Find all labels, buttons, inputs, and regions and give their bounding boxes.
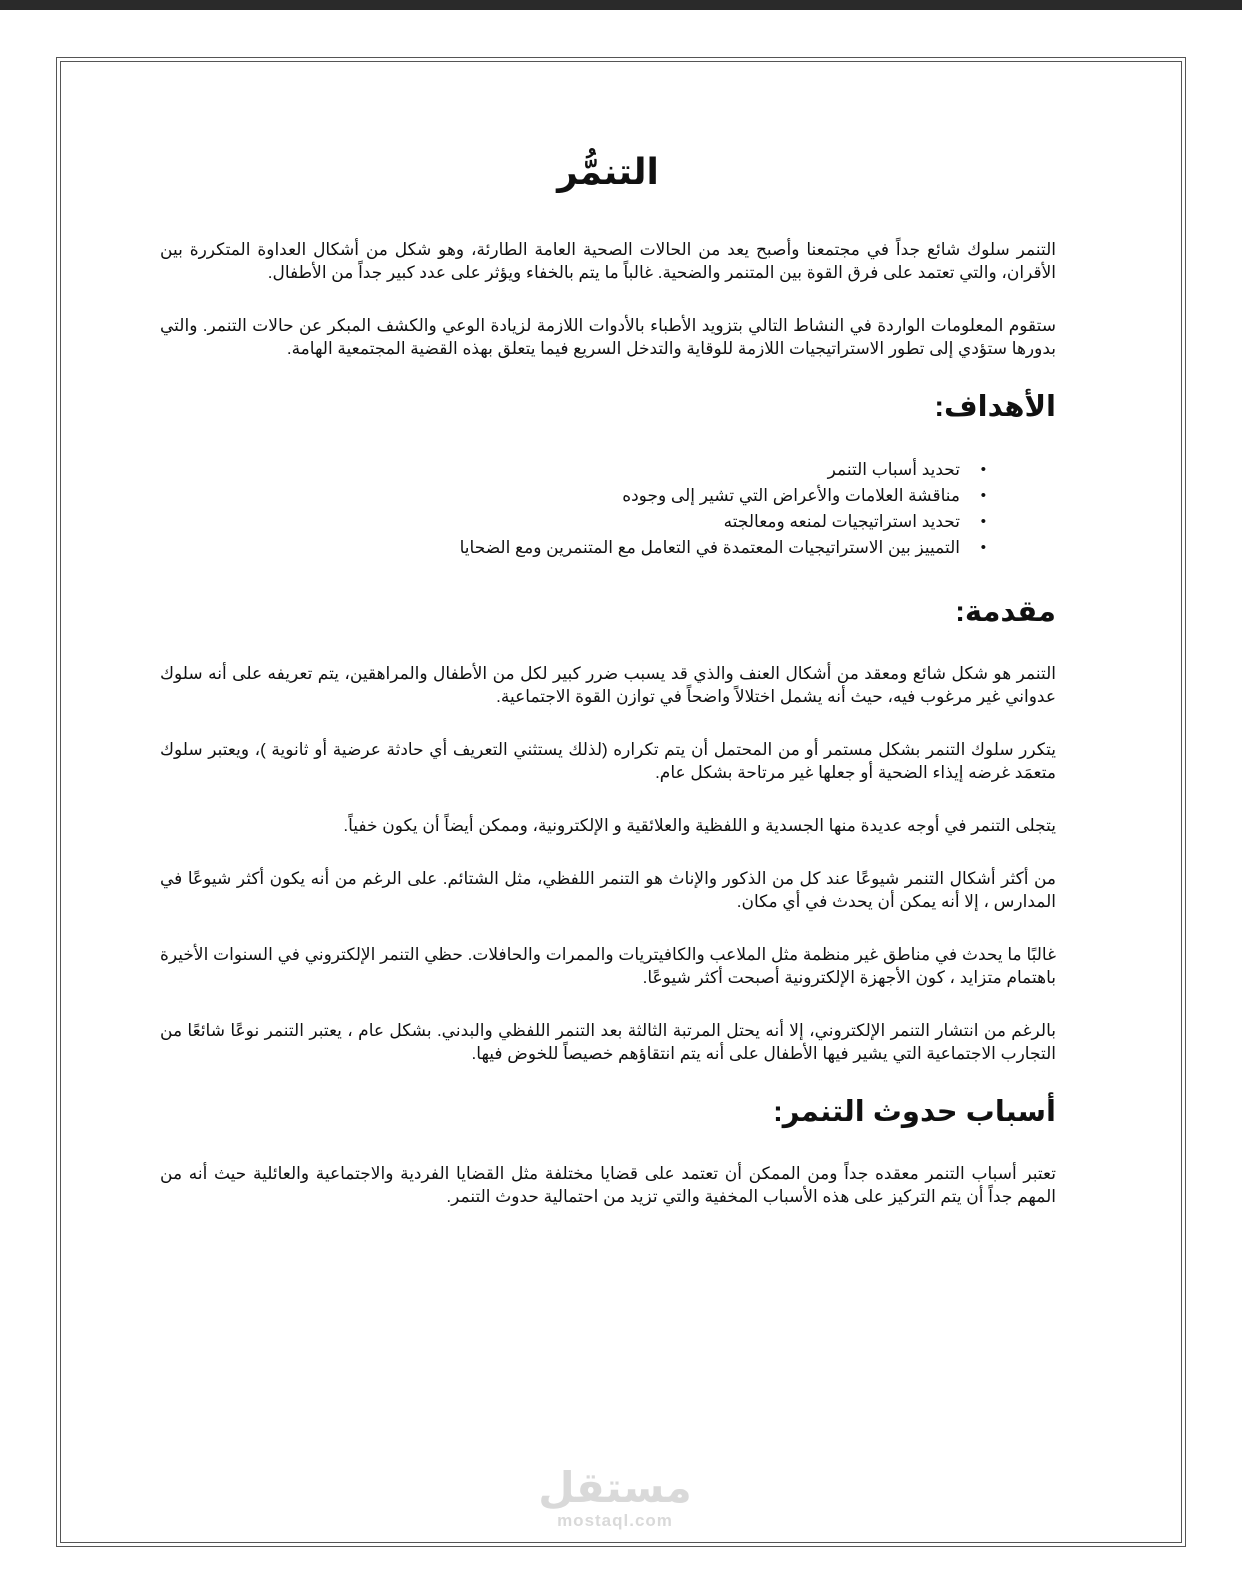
goal-item xyxy=(160,509,986,535)
watermark-arabic: مستقل xyxy=(538,1464,692,1511)
goals-heading: الأهداف: xyxy=(934,391,1056,424)
intro-paragraph-2: ستقوم المعلومات الواردة في النشاط التالي بتزويد الأطباء بالأدوات اللازمة لزيادة الوعي والكشف المبكر عن حالات التنمر. والتي بدورها ستؤدي إلى تطور الاستراتيجيات اللازمة للوقاية والتدخل السريع فيما يتعلق بهذه القضية المجتمعية الهامة. xyxy=(160,316,1056,359)
goal-text: تحديد استراتيجيات لمنعه ومعالجته xyxy=(723,511,960,531)
document-title: التنمُّر xyxy=(557,151,659,192)
goal-text: التمييز بين الاستراتيجيات المعتمدة في التعامل مع المتنمرين ومع الضحايا xyxy=(459,537,960,557)
bullet-icon: • xyxy=(980,512,986,530)
introduction-paragraph-3: يتجلى التنمر في أوجه عديدة منها الجسدية و اللفظية والعلائقية و الإلكترونية، وممكن أيضاً أن يكون خفياً. xyxy=(343,815,1056,835)
causes-heading: أسباب حدوث التنمر: xyxy=(773,1095,1056,1128)
introduction-paragraph-2: يتكرر سلوك التنمر بشكل مستمر أو من المحتمل أن يتم تكراره (لذلك يستثني التعريف أي حادثة عرضية أو ثانوية )، ويعتبر سلوك متعمَد غرضه إيذاء الضحية أو جعلها غير مرتاحة بشكل عام. xyxy=(160,739,1056,782)
introduction-paragraph-5: غالبًا ما يحدث في مناطق غير منظمة مثل الملاعب والكافيتريات والممرات والحافلات. حظي التنمر الإلكتروني في السنوات الأخيرة باهتمام متزايد ، كون الأجهزة الإلكترونية أصبحت أكثر شيوعًا. xyxy=(160,944,1056,987)
watermark-latin: mostaql.com xyxy=(557,1511,673,1530)
introduction-paragraph-1: التنمر هو شكل شائع ومعقد من أشكال العنف والذي قد يسبب ضرر كبير لكل من الأطفال والمراهقين، يتم تعريفه على أنه سلوك عدواني غير مرغوب فيه، حيث أنه يشمل اختلالاً واضحاً في توازن القوة الاجتماعية. xyxy=(160,663,1056,706)
goal-text: تحديد أسباب التنمر xyxy=(827,459,960,479)
causes-paragraph: تعتبر أسباب التنمر معقده جداً ومن الممكن أن تعتمد على قضايا مختلفة مثل القضايا الفردية والاجتماعية والعائلية حيث أنه من المهم جداً أن يتم التركيز على هذه الأسباب المخفية والتي تزيد من احتمالية حدوث التنمر. xyxy=(160,1163,1056,1206)
goal-text: مناقشة العلامات والأعراض التي تشير إلى وجوده xyxy=(622,485,960,505)
window-top-bar xyxy=(0,0,1242,10)
bullet-icon: • xyxy=(980,538,986,556)
goal-item xyxy=(160,457,986,483)
goal-item xyxy=(160,535,986,561)
document-content xyxy=(160,150,1056,1238)
goal-item xyxy=(160,483,986,509)
bullet-icon: • xyxy=(980,486,986,504)
bullet-icon: • xyxy=(980,460,986,478)
introduction-heading: مقدمة: xyxy=(955,595,1056,628)
goals-list xyxy=(160,457,1056,561)
introduction-paragraph-4: من أكثر أشكال التنمر شيوعًا عند كل من الذكور والإناث هو التنمر اللفظي، مثل الشتائم. على الرغم من أنه يكون أكثر شيوعًا في المدارس ، إلا أنه يمكن أن يحدث في أي مكان. xyxy=(160,868,1056,911)
watermark-logo xyxy=(530,1465,700,1531)
introduction-paragraph-6: بالرغم من انتشار التنمر الإلكتروني، إلا أنه يحتل المرتبة الثالثة بعد التنمر اللفظي والبدني. بشكل عام ، يعتبر التنمر نوعًا شائعًا من التجارب الاجتماعية التي يشير فيها الأطفال على أنه يتم انتقاؤهم خصيصاً للخوض فيها. xyxy=(160,1020,1056,1063)
intro-paragraph-1: التنمر سلوك شائع جداً في مجتمعنا وأصبح يعد من الحالات الصحية العامة الطارئة، وهو شكل من أشكال العداوة المتكررة بين الأقران، والتي تعتمد على فرق القوة بين المتنمر والضحية. غالباً ما يتم بالخفاء ويؤثر على عدد كبير جداً من الأطفال. xyxy=(160,240,1056,283)
